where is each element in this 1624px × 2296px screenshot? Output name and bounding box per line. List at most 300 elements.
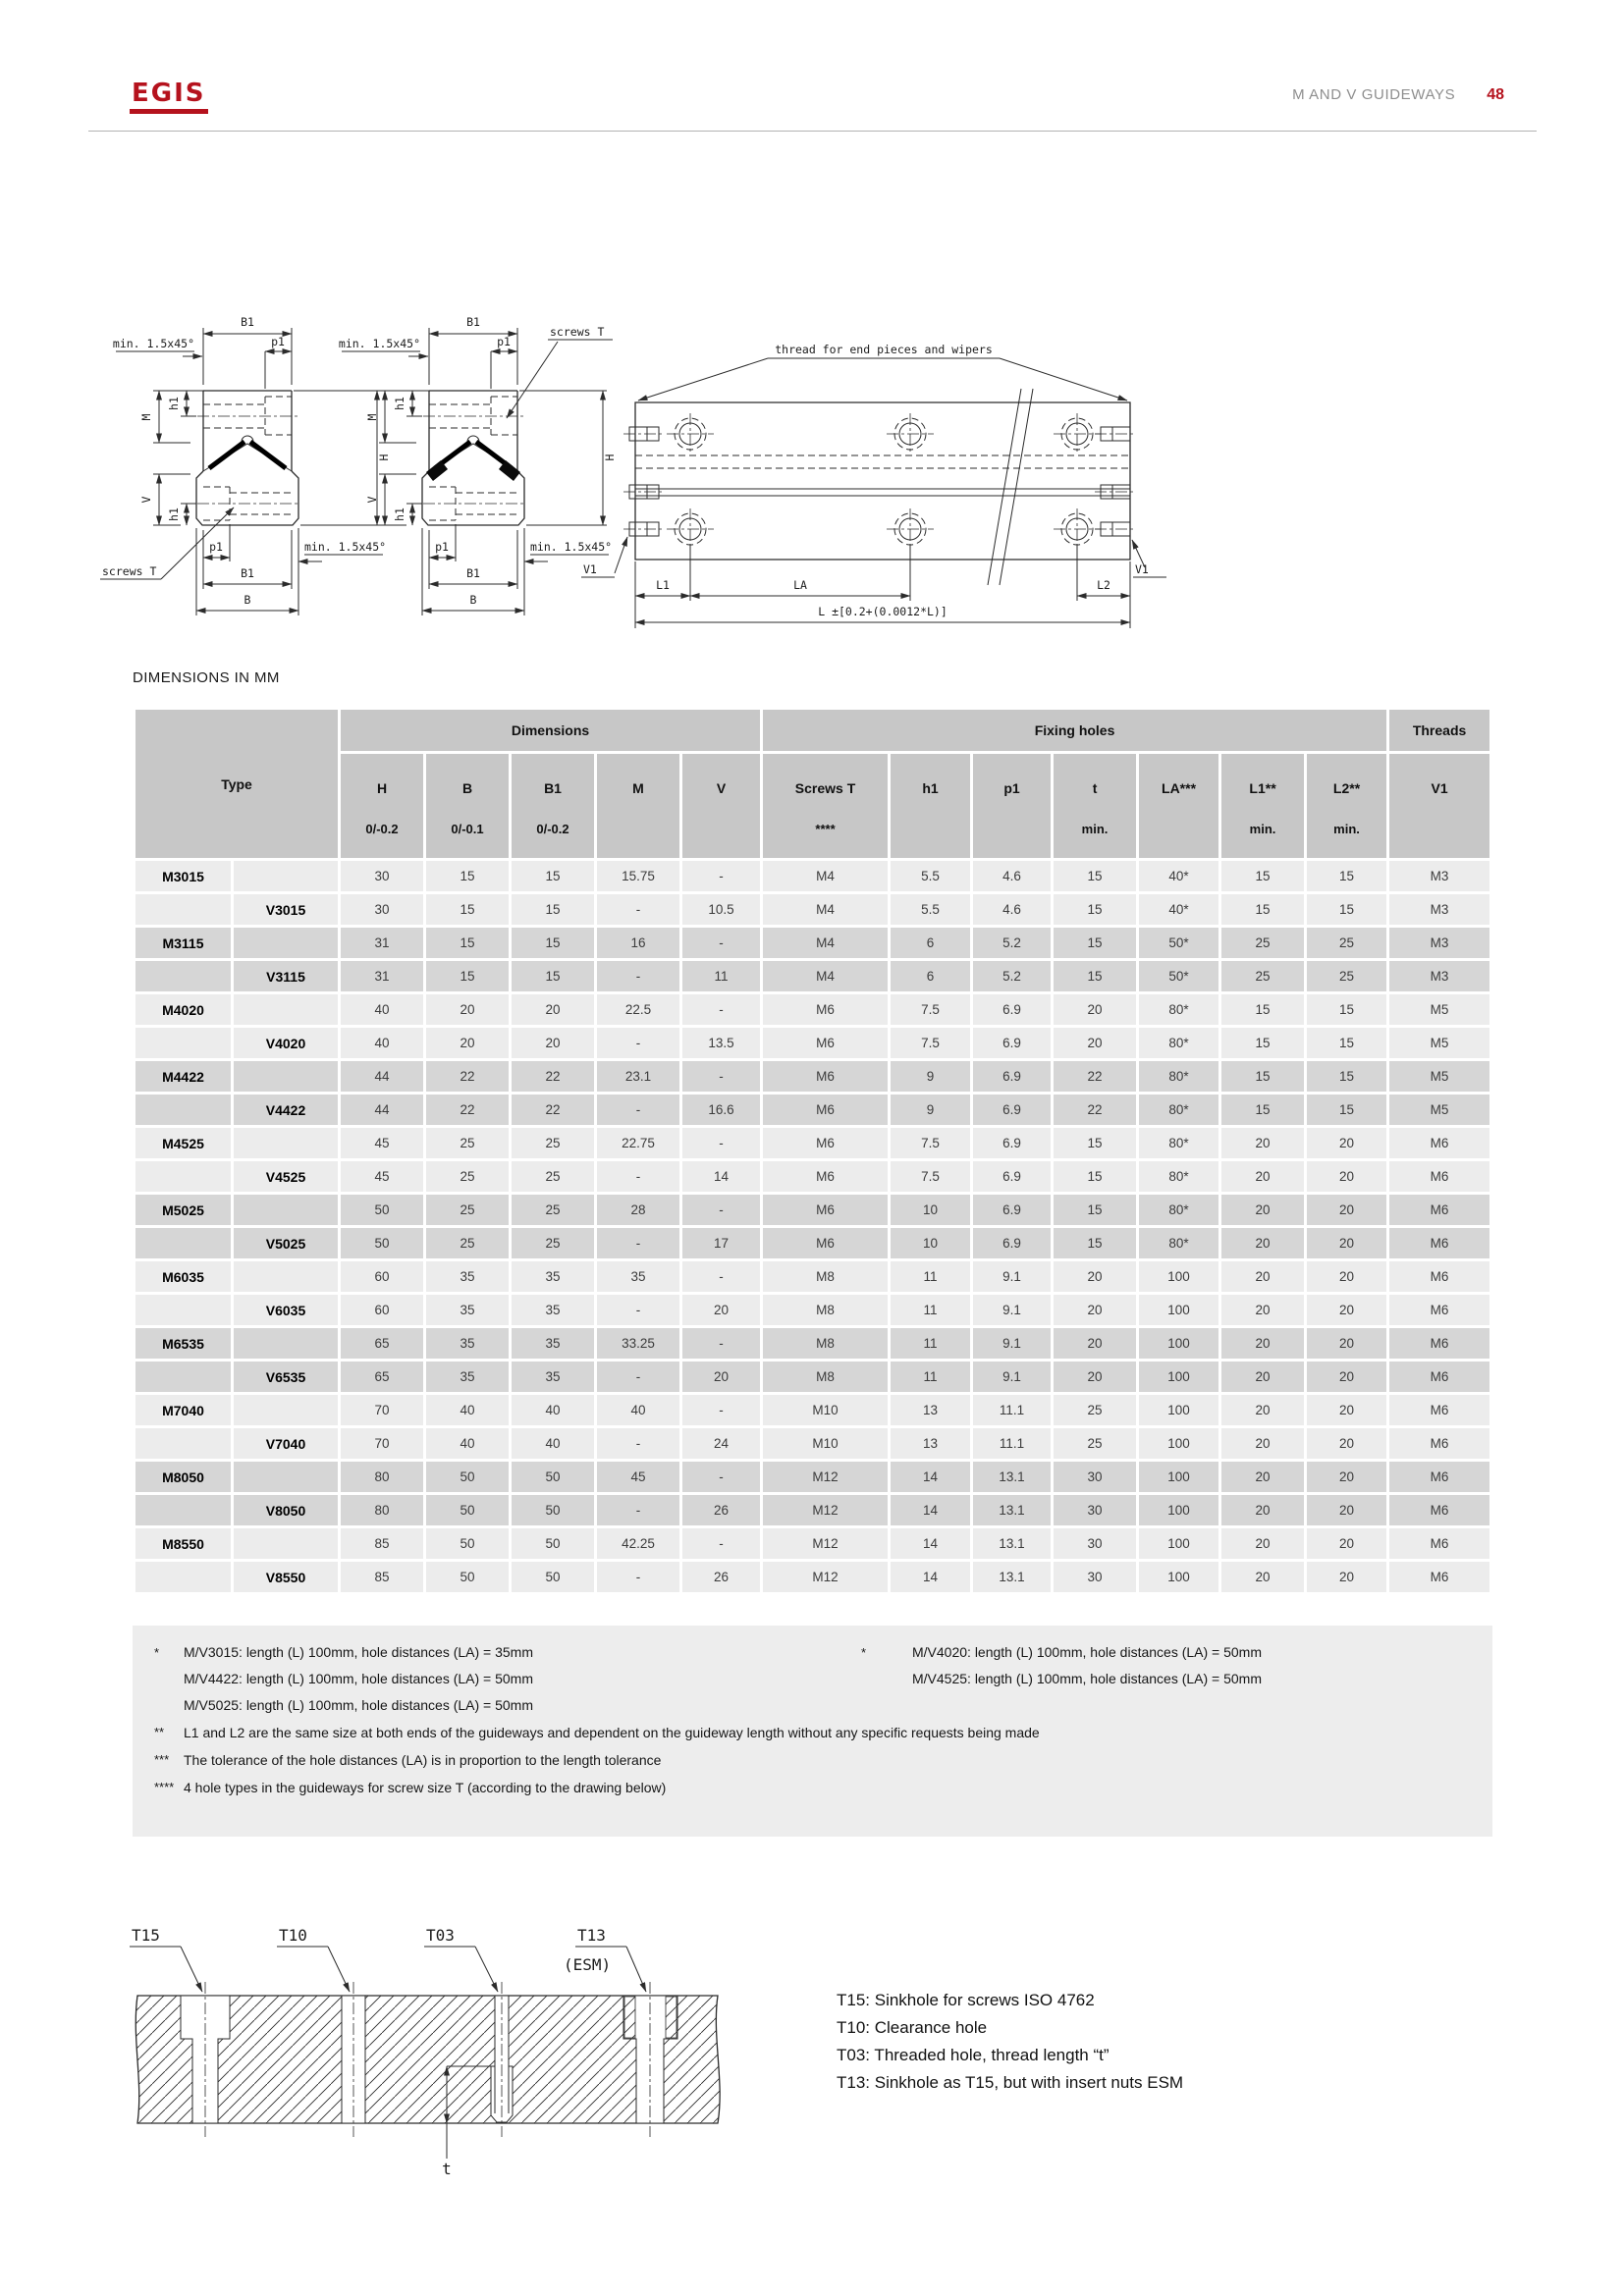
value-cell: 20 xyxy=(1307,1462,1386,1492)
value-cell: M6 xyxy=(763,994,888,1025)
value-cell: 35 xyxy=(426,1261,509,1292)
value-cell: 15 xyxy=(512,861,594,891)
table-row xyxy=(135,994,1489,1025)
value-cell: 15 xyxy=(512,894,594,925)
value-cell: - xyxy=(682,1395,760,1425)
type-cell xyxy=(234,1462,338,1492)
footnote-marker: * xyxy=(861,1645,867,1660)
value-cell: 20 xyxy=(426,994,509,1025)
type-cell: M5025 xyxy=(135,1195,231,1225)
value-cell: 15 xyxy=(1307,861,1386,891)
table-row xyxy=(135,1395,1489,1425)
value-cell: 20 xyxy=(426,1028,509,1058)
value-cell: 14 xyxy=(891,1562,970,1592)
value-cell: M8 xyxy=(763,1362,888,1392)
value-cell: 44 xyxy=(341,1061,423,1092)
type-cell xyxy=(234,928,338,958)
value-cell: - xyxy=(682,1261,760,1292)
type-cell xyxy=(234,994,338,1025)
esm-label: (ESM) xyxy=(564,1955,612,1974)
dim-label-p1: p1 xyxy=(209,540,223,554)
dim-label-b1: B1 xyxy=(241,566,254,580)
value-cell: 20 xyxy=(1307,1528,1386,1559)
value-cell: 100 xyxy=(1139,1495,1218,1525)
value-cell: 40 xyxy=(426,1428,509,1459)
footnote-row xyxy=(154,1719,1483,1746)
value-cell: 17 xyxy=(682,1228,760,1258)
value-cell: 6.9 xyxy=(973,1128,1051,1158)
type-cell: V7040 xyxy=(234,1428,338,1459)
value-cell: 85 xyxy=(341,1562,423,1592)
value-cell: 80* xyxy=(1139,1195,1218,1225)
value-cell: - xyxy=(597,1028,679,1058)
guideway-top-view-drawing xyxy=(581,343,1166,628)
type-cell xyxy=(135,1362,231,1392)
value-cell: 11 xyxy=(891,1362,970,1392)
dim-label-v: V xyxy=(365,496,379,504)
screws-t-label: screws T xyxy=(550,325,605,339)
value-cell: 50 xyxy=(512,1562,594,1592)
value-cell: M6 xyxy=(1389,1195,1489,1225)
type-cell xyxy=(135,894,231,925)
type-cell xyxy=(135,1562,231,1592)
type-cell xyxy=(234,1528,338,1559)
t15-label: T15 xyxy=(132,1926,160,1945)
value-cell: M6 xyxy=(1389,1261,1489,1292)
value-cell: 20 xyxy=(1054,1362,1136,1392)
value-cell: 10 xyxy=(891,1228,970,1258)
value-cell: 11 xyxy=(891,1295,970,1325)
value-cell: 20 xyxy=(1221,1295,1304,1325)
value-cell: 20 xyxy=(1221,1128,1304,1158)
value-cell: 4.6 xyxy=(973,894,1051,925)
value-cell: 6 xyxy=(891,928,970,958)
dim-label-l2: L2 xyxy=(1097,578,1110,592)
value-cell: M8 xyxy=(763,1295,888,1325)
value-cell: 20 xyxy=(1221,1395,1304,1425)
header-divider xyxy=(88,131,1537,132)
value-cell: 20 xyxy=(1221,1195,1304,1225)
type-cell: M7040 xyxy=(135,1395,231,1425)
value-cell: 5.5 xyxy=(891,861,970,891)
col-header: p1 xyxy=(1003,780,1020,796)
value-cell: 13.5 xyxy=(682,1028,760,1058)
value-cell: 22 xyxy=(512,1061,594,1092)
footnote-row xyxy=(154,1639,1483,1666)
value-cell: 14 xyxy=(891,1462,970,1492)
table-row xyxy=(135,928,1489,958)
value-cell: 80* xyxy=(1139,1095,1218,1125)
value-cell: 45 xyxy=(597,1462,679,1492)
value-cell: 26 xyxy=(682,1562,760,1592)
table-row xyxy=(135,1328,1489,1359)
value-cell: 10 xyxy=(891,1195,970,1225)
value-cell: 16 xyxy=(597,928,679,958)
dim-label-h: H xyxy=(377,454,391,461)
value-cell: 15 xyxy=(512,928,594,958)
value-cell: 16.6 xyxy=(682,1095,760,1125)
value-cell: M12 xyxy=(763,1528,888,1559)
value-cell: 20 xyxy=(1054,1328,1136,1359)
value-cell: 5.2 xyxy=(973,961,1051,991)
type-cell: V6035 xyxy=(234,1295,338,1325)
value-cell: 80* xyxy=(1139,1061,1218,1092)
value-cell: 20 xyxy=(682,1362,760,1392)
value-cell: 50 xyxy=(512,1495,594,1525)
group-header-fixing-holes: Fixing holes xyxy=(763,710,1386,751)
value-cell: 11 xyxy=(891,1261,970,1292)
value-cell: 22 xyxy=(1054,1061,1136,1092)
type-cell xyxy=(135,1295,231,1325)
value-cell: 15 xyxy=(1054,928,1136,958)
value-cell: 20 xyxy=(1307,1295,1386,1325)
value-cell: 20 xyxy=(512,1028,594,1058)
value-cell: 100 xyxy=(1139,1428,1218,1459)
value-cell: 10.5 xyxy=(682,894,760,925)
value-cell: 100 xyxy=(1139,1395,1218,1425)
egis-logo: EGIS xyxy=(130,79,208,114)
value-cell: 20 xyxy=(1307,1495,1386,1525)
value-cell: 5.2 xyxy=(973,928,1051,958)
value-cell: - xyxy=(682,1061,760,1092)
footnotes-block xyxy=(133,1626,1492,1837)
value-cell: 11 xyxy=(891,1328,970,1359)
table-row xyxy=(135,1428,1489,1459)
value-cell: M6 xyxy=(1389,1228,1489,1258)
col-header: B1 xyxy=(544,780,562,796)
type-cell: M6535 xyxy=(135,1328,231,1359)
value-cell: M3 xyxy=(1389,861,1489,891)
dim-label-p1: p1 xyxy=(271,335,285,348)
value-cell: 25 xyxy=(512,1195,594,1225)
value-cell: 14 xyxy=(682,1161,760,1192)
footnote-text: L1 and L2 are the same size at both ends of the guideways and dependent on the guideway length without any specific requests being made xyxy=(184,1725,1040,1740)
value-cell: 25 xyxy=(426,1228,509,1258)
value-cell: 15 xyxy=(1307,894,1386,925)
value-cell: M12 xyxy=(763,1495,888,1525)
value-cell: 15 xyxy=(1054,861,1136,891)
value-cell: 15 xyxy=(426,961,509,991)
type-cell xyxy=(234,1328,338,1359)
value-cell: M6 xyxy=(1389,1528,1489,1559)
type-cell: V3015 xyxy=(234,894,338,925)
page-title: M AND V GUIDEWAYS xyxy=(1292,86,1456,103)
value-cell: 11.1 xyxy=(973,1395,1051,1425)
type-cell: V4525 xyxy=(234,1161,338,1192)
value-cell: M6 xyxy=(763,1095,888,1125)
value-cell: M6 xyxy=(763,1028,888,1058)
value-cell: 22 xyxy=(1054,1095,1136,1125)
value-cell: 20 xyxy=(1307,1362,1386,1392)
value-cell: 50 xyxy=(426,1495,509,1525)
footnote-marker: *** xyxy=(154,1752,170,1767)
value-cell: M6 xyxy=(1389,1328,1489,1359)
value-cell: - xyxy=(597,961,679,991)
hole-types-drawing xyxy=(88,1880,776,2184)
value-cell: 35 xyxy=(512,1295,594,1325)
value-cell: 9.1 xyxy=(973,1295,1051,1325)
value-cell: 15 xyxy=(1054,961,1136,991)
value-cell: 20 xyxy=(682,1295,760,1325)
value-cell: 9.1 xyxy=(973,1328,1051,1359)
value-cell: 100 xyxy=(1139,1462,1218,1492)
col-header: L2** xyxy=(1332,780,1361,796)
value-cell: 40 xyxy=(341,1028,423,1058)
value-cell: 22 xyxy=(426,1061,509,1092)
value-cell: 20 xyxy=(512,994,594,1025)
value-cell: 80* xyxy=(1139,1028,1218,1058)
type-cell: V4020 xyxy=(234,1028,338,1058)
value-cell: M4 xyxy=(763,961,888,991)
footnote-marker: **** xyxy=(154,1780,175,1794)
table-row xyxy=(135,1061,1489,1092)
dim-label-b1: B1 xyxy=(466,566,480,580)
value-cell: 20 xyxy=(1054,1261,1136,1292)
type-cell xyxy=(135,1495,231,1525)
type-cell: M8050 xyxy=(135,1462,231,1492)
footnote-text: M/V4525: length (L) 100mm, hole distances (LA) = 50mm xyxy=(912,1671,1263,1686)
value-cell: M6 xyxy=(763,1061,888,1092)
value-cell: 15 xyxy=(1054,894,1136,925)
value-cell: M6 xyxy=(1389,1462,1489,1492)
value-cell: 100 xyxy=(1139,1362,1218,1392)
value-cell: - xyxy=(682,1328,760,1359)
value-cell: - xyxy=(682,1462,760,1492)
type-cell xyxy=(135,1428,231,1459)
footnote-row xyxy=(154,1666,1483,1692)
value-cell: 15 xyxy=(1221,861,1304,891)
col-header-type: Type xyxy=(135,710,338,858)
value-cell: 28 xyxy=(597,1195,679,1225)
type-cell xyxy=(234,1195,338,1225)
table-row xyxy=(135,1195,1489,1225)
value-cell: 100 xyxy=(1139,1528,1218,1559)
value-cell: 9.1 xyxy=(973,1362,1051,1392)
value-cell: 50 xyxy=(426,1562,509,1592)
value-cell: - xyxy=(597,1095,679,1125)
value-cell: 15 xyxy=(1221,1095,1304,1125)
table-row xyxy=(135,1128,1489,1158)
value-cell: 40 xyxy=(597,1395,679,1425)
dim-label-p1: p1 xyxy=(435,540,449,554)
value-cell: 50 xyxy=(512,1528,594,1559)
value-cell: M6 xyxy=(763,1161,888,1192)
hole-type-description: T13: Sinkhole as T15, but with insert nuts ESM xyxy=(837,2073,1184,2092)
col-header: V1 xyxy=(1431,780,1448,796)
value-cell: 100 xyxy=(1139,1328,1218,1359)
dim-label-chamfer: min. 1.5x45° xyxy=(112,337,194,350)
value-cell: 33.25 xyxy=(597,1328,679,1359)
dim-label-b1: B1 xyxy=(241,315,254,329)
dim-label-b: B xyxy=(244,593,251,607)
value-cell: 6.9 xyxy=(973,1228,1051,1258)
value-cell: 22.5 xyxy=(597,994,679,1025)
type-cell: V3115 xyxy=(234,961,338,991)
value-cell: 80* xyxy=(1139,1228,1218,1258)
group-header-threads: Threads xyxy=(1389,710,1489,751)
value-cell: 13.1 xyxy=(973,1562,1051,1592)
page-number: 48 xyxy=(1487,86,1504,103)
value-cell: - xyxy=(682,1128,760,1158)
type-cell: M8550 xyxy=(135,1528,231,1559)
value-cell: 15 xyxy=(426,894,509,925)
value-cell: 20 xyxy=(1054,1028,1136,1058)
value-cell: 20 xyxy=(1307,1328,1386,1359)
value-cell: 85 xyxy=(341,1528,423,1559)
type-cell: V5025 xyxy=(234,1228,338,1258)
hole-type-description: T03: Threaded hole, thread length “t” xyxy=(837,2046,1110,2064)
value-cell: M10 xyxy=(763,1428,888,1459)
value-cell: M5 xyxy=(1389,1061,1489,1092)
dim-label-h1: h1 xyxy=(393,397,406,410)
type-cell xyxy=(135,1228,231,1258)
value-cell: M12 xyxy=(763,1562,888,1592)
value-cell: 15 xyxy=(1221,894,1304,925)
value-cell: 50* xyxy=(1139,928,1218,958)
screws-t-label: screws T xyxy=(102,564,157,578)
col-header: h1 xyxy=(922,780,939,796)
value-cell: 15 xyxy=(1221,1061,1304,1092)
value-cell: 35 xyxy=(512,1362,594,1392)
dim-label-h1: h1 xyxy=(393,507,406,521)
value-cell: 20 xyxy=(1307,1228,1386,1258)
value-cell: - xyxy=(682,994,760,1025)
type-cell xyxy=(135,961,231,991)
value-cell: 15 xyxy=(426,861,509,891)
dim-label-chamfer: min. 1.5x45° xyxy=(304,540,387,554)
value-cell: M6 xyxy=(1389,1428,1489,1459)
value-cell: 15 xyxy=(1054,1128,1136,1158)
value-cell: M8 xyxy=(763,1328,888,1359)
value-cell: 100 xyxy=(1139,1261,1218,1292)
table-row xyxy=(135,961,1489,991)
value-cell: 15 xyxy=(1221,994,1304,1025)
footnote-text: 4 hole types in the guideways for screw size T (according to the drawing below) xyxy=(184,1780,667,1795)
footnote-row xyxy=(154,1774,1483,1801)
value-cell: 14 xyxy=(891,1495,970,1525)
footnote-row xyxy=(154,1692,1483,1719)
side-thread-holes xyxy=(623,427,1136,536)
value-cell: 50 xyxy=(341,1228,423,1258)
type-cell xyxy=(234,1061,338,1092)
value-cell: 15 xyxy=(1054,1228,1136,1258)
value-cell: 20 xyxy=(1221,1562,1304,1592)
value-cell: 14 xyxy=(891,1528,970,1559)
value-cell: - xyxy=(597,1495,679,1525)
value-cell: 30 xyxy=(1054,1495,1136,1525)
value-cell: 5.5 xyxy=(891,894,970,925)
value-cell: 35 xyxy=(512,1261,594,1292)
value-cell: 6.9 xyxy=(973,1061,1051,1092)
guideway-technical-drawing xyxy=(88,294,1551,648)
value-cell: 30 xyxy=(341,861,423,891)
value-cell: 50 xyxy=(426,1528,509,1559)
value-cell: M3 xyxy=(1389,894,1489,925)
break-lines xyxy=(988,389,1033,585)
type-cell xyxy=(135,1161,231,1192)
table-row xyxy=(135,894,1489,925)
value-cell: 11.1 xyxy=(973,1428,1051,1459)
value-cell: - xyxy=(597,894,679,925)
fixing-holes xyxy=(667,413,1101,550)
value-cell: 7.5 xyxy=(891,1128,970,1158)
value-cell: 20 xyxy=(1221,1228,1304,1258)
dim-label-chamfer: min. 1.5x45° xyxy=(530,540,613,554)
cross-section-v-drawing xyxy=(339,315,617,615)
value-cell: 15 xyxy=(1054,1161,1136,1192)
value-cell: - xyxy=(597,1362,679,1392)
value-cell: - xyxy=(597,1295,679,1325)
value-cell: 22.75 xyxy=(597,1128,679,1158)
value-cell: 80* xyxy=(1139,1128,1218,1158)
value-cell: 40* xyxy=(1139,861,1218,891)
value-cell: - xyxy=(597,1228,679,1258)
value-cell: - xyxy=(682,928,760,958)
dim-label-l-formula: L ±[0.2+(0.0012*L)] xyxy=(818,605,947,618)
value-cell: 25 xyxy=(1307,961,1386,991)
value-cell: 40* xyxy=(1139,894,1218,925)
value-cell: 80 xyxy=(341,1462,423,1492)
value-cell: 6.9 xyxy=(973,1028,1051,1058)
table-row xyxy=(135,1495,1489,1525)
value-cell: 20 xyxy=(1307,1428,1386,1459)
thread-note-label: thread for end pieces and wipers xyxy=(775,343,993,356)
value-cell: 30 xyxy=(1054,1462,1136,1492)
type-cell: V4422 xyxy=(234,1095,338,1125)
t10-label: T10 xyxy=(279,1926,307,1945)
value-cell: 20 xyxy=(1307,1562,1386,1592)
value-cell: - xyxy=(597,1562,679,1592)
value-cell: 42.25 xyxy=(597,1528,679,1559)
value-cell: 15 xyxy=(1054,1195,1136,1225)
value-cell: 15 xyxy=(1307,1028,1386,1058)
value-cell: M6 xyxy=(1389,1395,1489,1425)
value-cell: 25 xyxy=(426,1128,509,1158)
type-cell xyxy=(135,1028,231,1058)
table-body xyxy=(135,861,1489,1592)
type-cell xyxy=(234,1128,338,1158)
value-cell: 13 xyxy=(891,1428,970,1459)
col-header: L1** xyxy=(1249,780,1276,796)
value-cell: 40 xyxy=(512,1395,594,1425)
table-row xyxy=(135,1261,1489,1292)
value-cell: 100 xyxy=(1139,1562,1218,1592)
value-cell: - xyxy=(682,861,760,891)
value-cell: - xyxy=(597,1428,679,1459)
value-cell: 80 xyxy=(341,1495,423,1525)
value-cell: M6 xyxy=(1389,1128,1489,1158)
value-cell: 20 xyxy=(1054,994,1136,1025)
value-cell: 70 xyxy=(341,1395,423,1425)
value-cell: 9.1 xyxy=(973,1261,1051,1292)
t03-label: T03 xyxy=(426,1926,455,1945)
value-cell: 15 xyxy=(512,961,594,991)
dim-label-p1: p1 xyxy=(497,335,511,348)
footnote-row xyxy=(154,1746,1483,1774)
value-cell: M6 xyxy=(763,1128,888,1158)
table-row xyxy=(135,1161,1489,1192)
value-cell: M6 xyxy=(1389,1495,1489,1525)
value-cell: 45 xyxy=(341,1128,423,1158)
value-cell: 20 xyxy=(1221,1528,1304,1559)
value-cell: 100 xyxy=(1139,1295,1218,1325)
col-header: V xyxy=(716,780,727,796)
value-cell: - xyxy=(682,1528,760,1559)
value-cell: 20 xyxy=(1307,1161,1386,1192)
value-cell: 15 xyxy=(1307,1061,1386,1092)
value-cell: 35 xyxy=(512,1328,594,1359)
type-cell: M4020 xyxy=(135,994,231,1025)
